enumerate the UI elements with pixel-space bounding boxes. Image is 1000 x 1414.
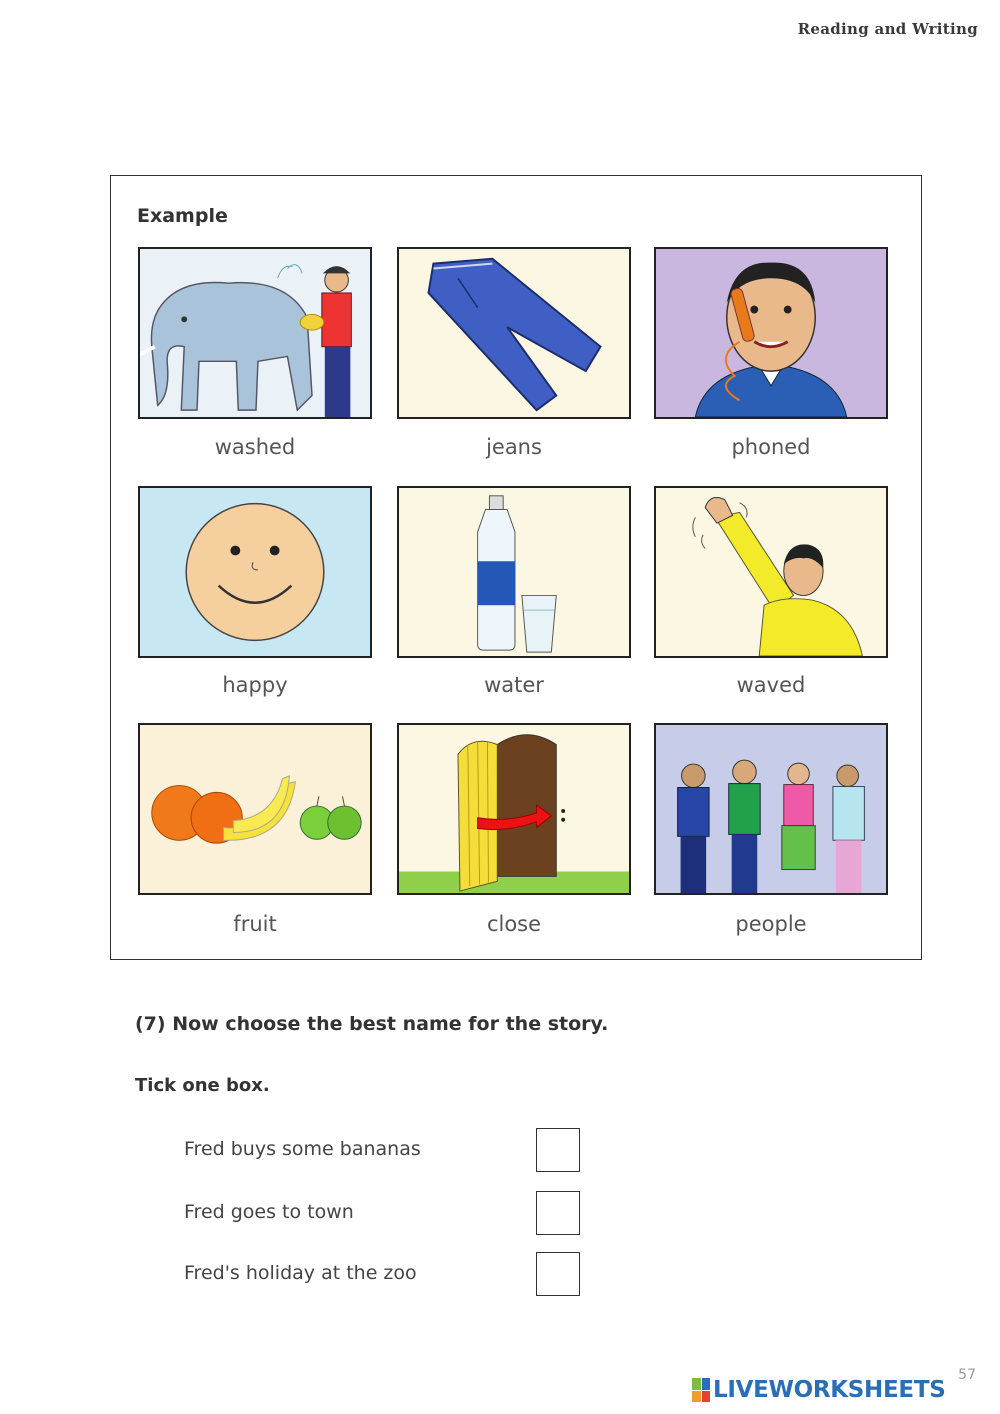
waved-picture <box>654 486 888 658</box>
phoned-picture <box>654 247 888 419</box>
liveworksheets-logo[interactable] <box>692 1375 945 1405</box>
section-header: Reading and Writing <box>797 20 978 38</box>
option-checkbox[interactable] <box>536 1128 580 1172</box>
word-phoned: phoned <box>731 435 811 459</box>
question-prompt: (7) Now choose the best name for the story. <box>135 1013 609 1035</box>
option-label: Fred's holiday at the zoo <box>184 1262 417 1284</box>
fruit-picture <box>138 723 372 895</box>
happy-picture <box>138 486 372 658</box>
word-jeans: jeans <box>486 435 542 459</box>
logo-text: LIVEWORKSHEETS <box>713 1377 946 1403</box>
option-label: Fred goes to town <box>184 1201 354 1223</box>
example-label: Example <box>137 205 228 227</box>
option-checkbox[interactable] <box>536 1191 580 1235</box>
logo-icon <box>692 1378 710 1402</box>
close-picture <box>397 723 631 895</box>
word-fruit: fruit <box>233 912 277 936</box>
word-washed: washed <box>214 435 296 459</box>
word-happy: happy <box>222 673 288 697</box>
washed-picture <box>138 247 372 419</box>
people-picture <box>654 723 888 895</box>
word-people: people <box>735 912 807 936</box>
water-picture <box>397 486 631 658</box>
word-close: close <box>486 912 542 936</box>
word-water: water <box>484 673 544 697</box>
jeans-picture <box>397 247 631 419</box>
word-waved: waved <box>736 673 806 697</box>
page-number: 57 <box>958 1367 976 1383</box>
option-checkbox[interactable] <box>536 1252 580 1296</box>
option-label: Fred buys some bananas <box>184 1138 421 1160</box>
question-instruction: Tick one box. <box>135 1075 270 1096</box>
